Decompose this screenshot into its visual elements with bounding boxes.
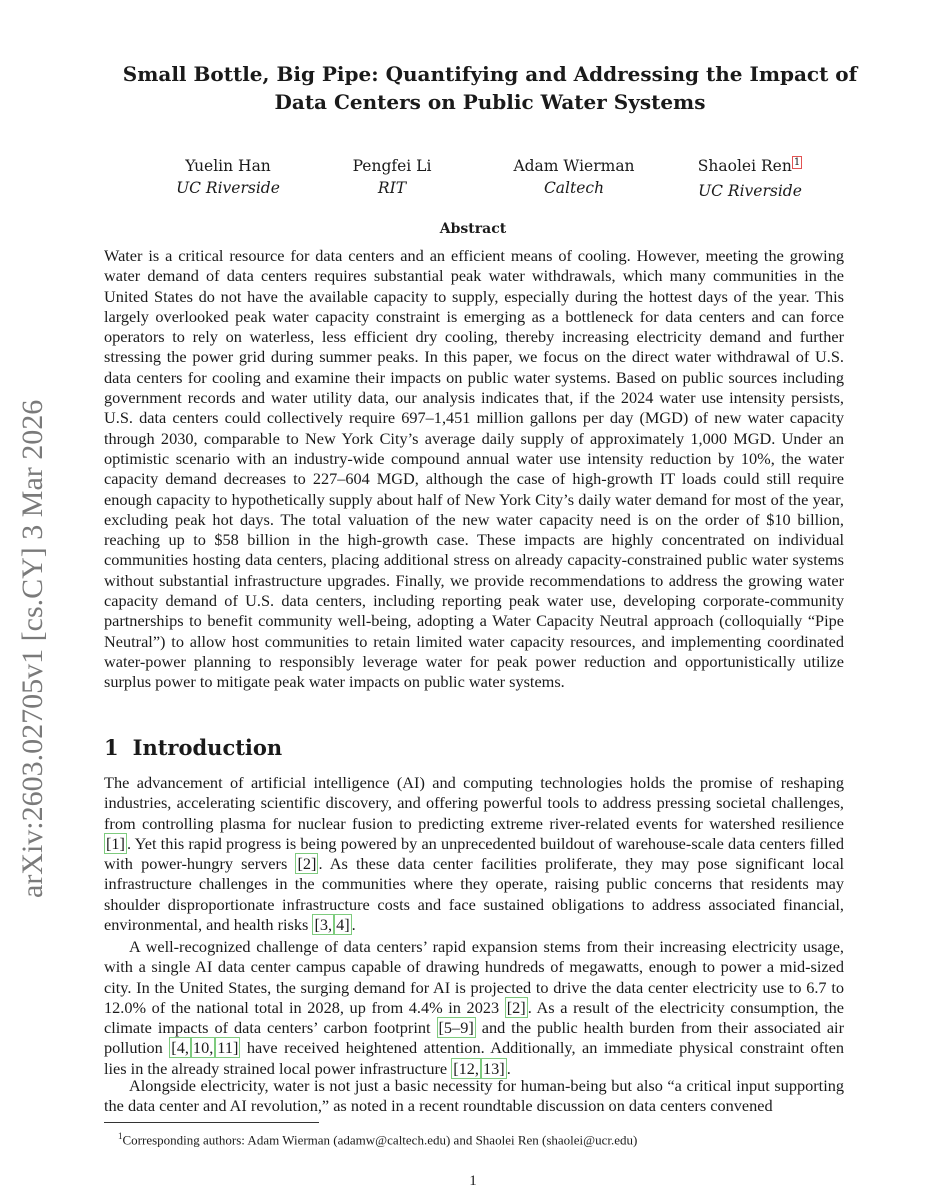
intro-paragraph-1 [104,773,844,935]
citation-link[interactable]: [5–9] [438,1018,474,1038]
author-affiliation: Caltech [543,179,605,197]
author-name-text: Shaolei Ren [697,157,792,175]
citation-link[interactable]: [4, [171,1038,189,1058]
author-affiliation: UC Riverside [176,179,280,197]
page-number: 1 [469,1173,477,1189]
paragraph-text: A well-recognized challenge of data centers’ rapid expansion stems from their increasing electricity usage, with a single AI data center campus capable of drawing hundreds of megawatts, enough to power a mid-sized city. In the United States, the surging demand for AI is projected to drive the data center electricity use to 6.7 to 12.0% of the national total in 2028, up from 4.4% in 2023 [104,937,844,1017]
section-number: 1 [104,735,119,760]
paragraph-text: and the public health burden from their associated air pollution [104,1018,844,1058]
intro-paragraph-3: Alongside electricity, water is not just a basic necessity for human-being but also “a critical input supporting the data center and AI revolution,” as noted in a recent roundtable discussion on data centers convened [104,1076,844,1116]
paragraph-text: . As these data center facilities proliferate, they may pose significant local infrastructure challenges in the communities where they operate, raising public concerns that residents may shoulder disproportionate infrastructure costs and face sustained obligations to address associated financial, environmental, and health risks [104,854,844,935]
citation-link[interactable]: 4] [336,915,350,935]
arxiv-identifier-stamp [10,320,50,900]
citation-link[interactable]: 13] [482,1058,505,1078]
paragraph-text: . [506,1058,511,1078]
paragraph-text: . As a result of the electricity consumption, the climate impacts of data centers’ carbon footprint [104,997,845,1038]
section-title: Introduction [132,735,283,760]
author-affiliation: RIT [377,179,407,197]
paragraph-text: have received heightened attention. Additionally, an immediate physical constraint often lies in the already strained local power infrastructure [104,1038,844,1078]
paragraph-text: The advancement of artificial intelligence (AI) and computing technologies holds the promise of reshaping industries, accelerating scientific discovery, and offering powerful tools to address pressing societal challenges, from controlling plasma for nuclear fusion to predicting extreme river-related events for watershed resilience [104,773,844,833]
citation-link[interactable]: [3, [314,915,333,935]
author-2 [307,155,477,199]
citation-link[interactable]: [2] [297,854,317,874]
section-heading [104,735,282,760]
citation-link[interactable]: 10, [192,1038,214,1058]
footnote-mark: 1 [118,1131,123,1141]
author-name: Adam Wierman [513,157,635,175]
paragraph-text: . Yet this rapid progress is being powered by an unprecedented buildout of warehouse-scale data centers filled with power-hungry servers [104,833,844,874]
abstract-text: Water is a critical resource for data centers and an efficient means of cooling. However, meeting the growing water demand of data centers requires substantial peak water withdrawals, which many communities in the United States do not have the available capacity to supply, especially during the hottest days of the year. This largely overlooked peak water capacity constraint is emerging as a bottleneck for data centers and can force operators to rely on waterless, less efficient dry cooling, thereby increasing electricity demand and further stressing the power grid during summer peaks. In this paper, we focus on the direct water withdrawal of U.S. data centers for cooling and examine their impacts on public water systems. Based on public sources including government records and water utility data, our analysis indicates that, if the 2024 water use intensity persists, U.S. data centers could collectively require 697–1,451 million gallons per day (MGD) of new water capacity through 2030, comparable to New York City’s average daily supply of approximately 1,000 MGD. Under an optimistic scenario with an industry-wide compound annual water use intensity reduction by 10%, the water capacity demand decreases to 227–604 MGD, although the case of high-growth IT loads could still require enough capacity to hypothetically supply about half of New York City’s daily water demand for most of the year, excluding peak hot days. The total valuation of the new water capacity need is on the order of $10 billion, reaching up to $58 billion in the high-growth case. These impacts are highly concentrated on individual communities hosting data centers, placing additional stress on already capacity-constrained public water systems without substantial infrastructure upgrades. Finally, we provide recommendations to address the growing water capacity demand of U.S. data centers, including reporting peak water use, developing corporate-community partnerships to benefit community well-being, adopting a Water Capacity Neutral approach (colloquially “Pipe Neutral”) to allow host communities to retain limited water capacity resources, and implementing coordinated water-power planning to responsibly leverage water for peak power reduction and opportunistically utilize surplus power to mitigate peak water impacts on public water systems. [104,246,844,692]
citation-link[interactable]: [12, [453,1058,479,1078]
author-list [0,155,946,200]
arxiv-identifier-text: arXiv:2603.02705v1 [cs.CY] 3 Mar 2026 [16,399,49,898]
intro-paragraph-2 [104,937,844,1079]
citation-link[interactable]: [2] [506,997,526,1017]
citation-link[interactable]: [1] [106,833,125,853]
author-name [665,155,835,180]
author-4 [665,155,835,202]
citation-link[interactable]: 11] [217,1038,239,1058]
author-name: Pengfei Li [352,157,432,175]
author-3 [489,155,659,199]
author-affiliation: UC Riverside [698,182,802,200]
footnote [118,1128,858,1148]
author-name: Yuelin Han [185,157,271,175]
footnote-divider [104,1122,319,1123]
paragraph-text: . [351,915,356,935]
abstract-heading: Abstract [439,221,507,237]
footnote-text: Corresponding authors: Adam Wierman (adamw@caltech.edu) and Shaolei Ren (shaolei@ucr.edu) [122,1132,638,1148]
author-1 [143,155,313,199]
paper-title: Small Bottle, Big Pipe: Quantifying and Addressing the Impact of Data Centers on Public Water Systems [122,62,858,114]
footnote-link[interactable]: 1 [793,157,801,168]
